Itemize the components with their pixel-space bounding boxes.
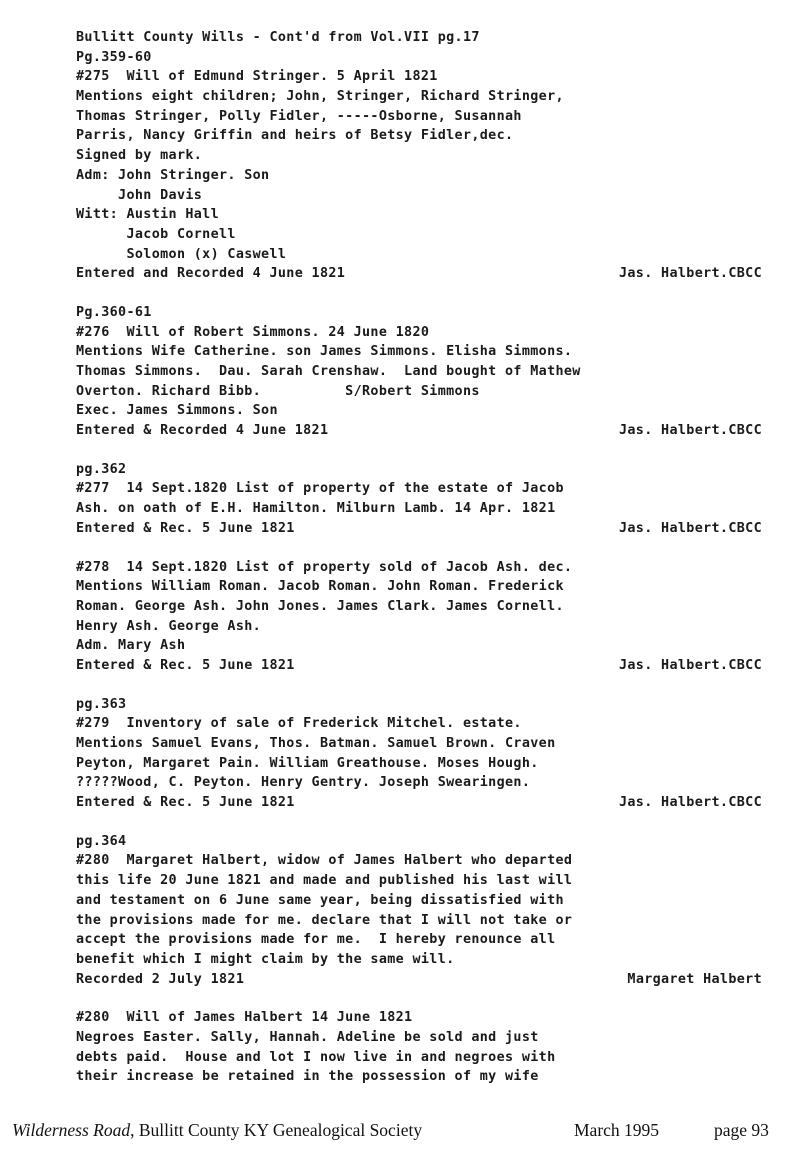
recorded-row [76,264,788,284]
entry-line: Jacob Cornell [76,226,236,242]
entry-line: ?????Wood, C. Peyton. Henry Gentry. Joseph Swearingen. [76,775,531,791]
entry-line: #279 Inventory of sale of Frederick Mitchel. estate. [76,716,522,732]
entry-line: #276 Will of Robert Simmons. 24 June 1820 [76,324,430,340]
footer-publisher: , Bullitt County KY Genealogical Society [130,1120,423,1140]
document-content [76,28,788,1106]
entry-line: Witt: Austin Hall [76,207,220,223]
entry-line: #277 14 Sept.1820 List of property of the estate of Jacob [76,481,564,497]
entry-line: Signed by mark. [76,148,203,164]
clerk-signature: Jas. Halbert.CBCC [618,423,762,439]
recorded-row [76,421,788,441]
entry-line: Peyton, Margaret Pain. William Greathouse. Moses Hough. [76,755,539,771]
will-entry [76,460,788,539]
recorded-row [76,656,788,676]
entry-line: Exec. James Simmons. Son [76,403,278,419]
recorded-date: Entered and Recorded 4 June 1821 [76,266,346,282]
entry-line: Solomon (x) Caswell [76,246,287,262]
will-entry [76,303,788,441]
entry-line: Ash. on oath of E.H. Hamilton. Milburn Lamb. 14 Apr. 1821 [76,501,556,517]
entry-line: Parris, Nancy Griffin and heirs of Betsy Fidler,dec. [76,128,514,144]
entry-line: #275 Will of Edmund Stringer. 5 April 1821 [76,69,438,85]
recorded-date: Entered & Rec. 5 June 1821 [76,657,295,673]
will-entry [76,695,788,813]
entry-line: Overton. Richard Bibb. S/Robert Simmons [76,383,480,399]
entry-line: and testament on 6 June same year, being dissatisfied with [76,892,564,908]
will-entry [76,67,788,284]
entry-line: accept the provisions made for me. I hereby renounce all [76,932,556,948]
entry-line: Adm: John Stringer. Son [76,167,270,183]
footer-date: March 1995 [574,1120,660,1140]
entry-line: Mentions William Roman. Jacob Roman. John Roman. Frederick [76,579,564,595]
entry-line: debts paid. House and lot I now live in and negroes with [76,1049,556,1065]
will-entry [76,1008,788,1087]
page-reference: Pg.359-60 [76,49,152,65]
page-reference: pg.362 [76,461,127,477]
entry-line: this life 20 June 1821 and made and published his last will [76,873,573,889]
entry-line: Roman. George Ash. John Jones. James Clark. James Cornell. [76,598,564,614]
clerk-signature: Jas. Halbert.CBCC [618,266,762,282]
will-entry [76,832,788,990]
entry-line: #278 14 Sept.1820 List of property sold of Jacob Ash. dec. [76,559,573,575]
page-reference: pg.364 [76,833,127,849]
clerk-signature: Margaret Halbert [627,971,762,987]
recorded-row [76,970,788,990]
entry-line: Thomas Simmons. Dau. Sarah Crenshaw. Land bought of Mathew [76,364,581,379]
entry-line: Henry Ash. George Ash. [76,618,262,634]
entry-line: Mentions eight children; John, Stringer, Richard Stringer, [76,89,564,105]
entry-line: Adm. Mary Ash [76,638,186,654]
clerk-signature: Jas. Halbert.CBCC [618,520,762,536]
footer-publication [12,1120,422,1141]
entry-line: #280 Margaret Halbert, widow of James Halbert who departed [76,853,573,869]
entry-line: John Davis [76,187,203,203]
recorded-row [76,519,788,539]
clerk-signature: Jas. Halbert.CBCC [618,795,762,811]
clerk-signature: Jas. Halbert.CBCC [618,657,762,673]
recorded-row [76,793,788,813]
page-reference: Pg.360-61 [76,304,152,320]
page-title: Bullitt County Wills - Cont'd from Vol.VII pg.17 [76,30,480,45]
entry-line: the provisions made for me. declare that I will not take or [76,912,573,928]
will-entries [76,67,788,1087]
entry-line: their increase be retained in the possession of my wife [76,1069,539,1085]
entry-line: benefit which I might claim by the same will. [76,951,455,967]
entry-line: Mentions Samuel Evans, Thos. Batman. Samuel Brown. Craven [76,736,556,751]
recorded-date: Entered & Rec. 5 June 1821 [76,520,295,536]
recorded-date: Recorded 2 July 1821 [76,971,245,987]
recorded-date: Entered & Recorded 4 June 1821 [76,423,329,439]
will-entry [76,558,788,676]
entry-line: Thomas Stringer, Polly Fidler, -----Osborne, Susannah [76,108,522,124]
entry-line: Mentions Wife Catherine. son James Simmons. Elisha Simmons. [76,344,573,360]
recorded-date: Entered & Rec. 5 June 1821 [76,795,295,811]
footer-publication-title: Wilderness Road [12,1120,131,1140]
entry-line: #280 Will of James Halbert 14 June 1821 [76,1010,413,1026]
footer-page-number: page 93 [714,1120,769,1140]
page-reference: pg.363 [76,696,127,712]
entry-line: Negroes Easter. Sally, Hannah. Adeline be sold and just [76,1029,539,1045]
